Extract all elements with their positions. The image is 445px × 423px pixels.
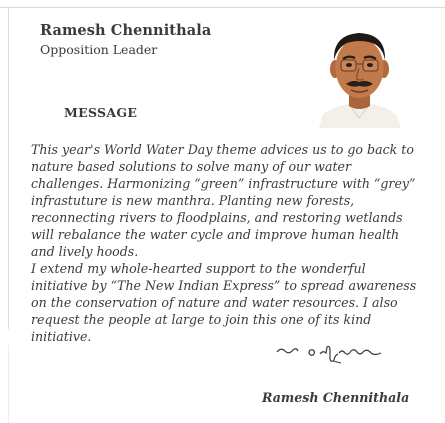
left-divider-lower bbox=[8, 345, 9, 423]
author-role: Opposition Leader bbox=[40, 42, 158, 57]
top-divider bbox=[0, 7, 445, 8]
message-paragraph: I extend my whole-hearted support to the wonderful initiative by “The New Indian Express” to spread awareness on the conservation of nature and water resources. I also request the people at large to join this one of its kind initiative. bbox=[31, 261, 417, 344]
signatory-name: Ramesh Chennithala bbox=[262, 390, 410, 405]
handwritten-signature-icon bbox=[275, 341, 387, 365]
message-body bbox=[31, 141, 426, 345]
author-name: Ramesh Chennithala bbox=[40, 22, 212, 39]
message-heading: MESSAGE bbox=[64, 105, 138, 120]
left-divider bbox=[8, 7, 9, 329]
portrait-photo bbox=[313, 22, 406, 128]
message-paragraph: This year's World Water Day theme advices us to go back to nature based solutions to solve many of our water challenges. Harmonizing “green” infrastructure with “grey” infrastuture is new manthra. Planting new forests, reconnecting rivers to floodplains, and restoring wetlands will rebalance the water cycle and improve human health and lively hoods. bbox=[31, 142, 416, 259]
